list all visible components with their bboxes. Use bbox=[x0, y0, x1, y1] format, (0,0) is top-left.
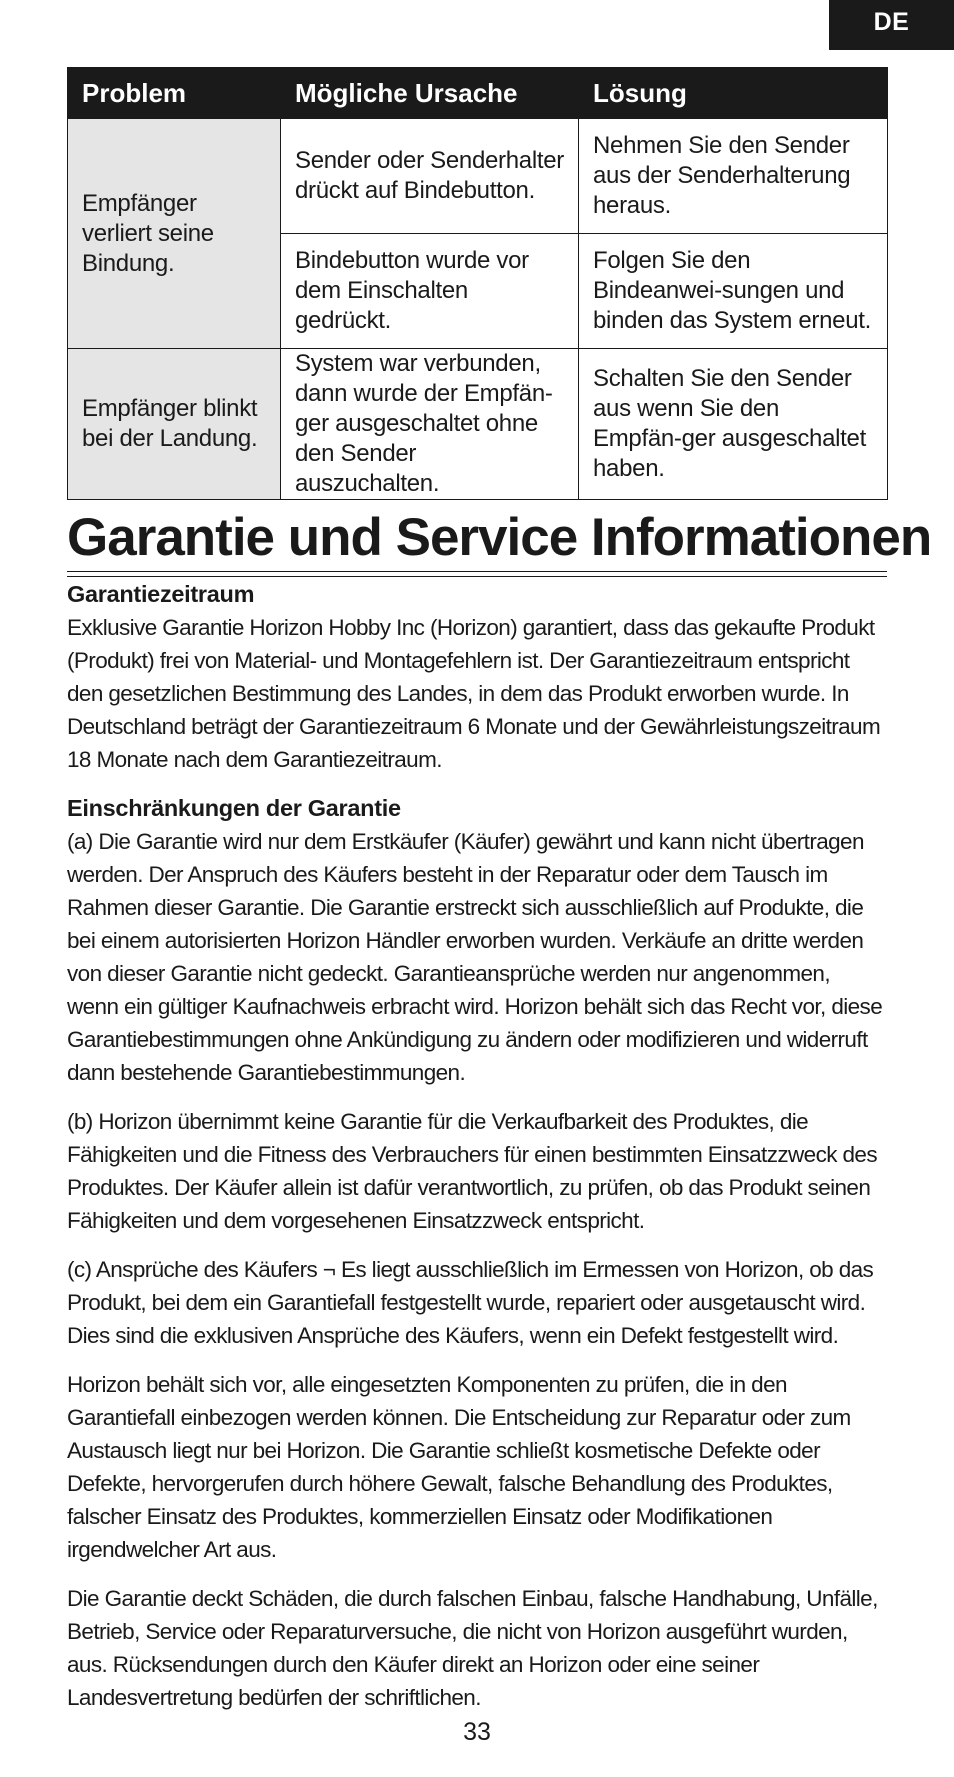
language-tab: DE bbox=[829, 0, 954, 50]
paragraph: Horizon behält sich vor, alle eingesetzten Komponenten zu prüfen, die in den Garantiefall einbezogen werden können. Die Entscheidung zur Reparatur oder zum Austausch liegt nur bei Horizon. Die Garantie schließt kosmetische Defekte oder Defekte, hervorgerufen durch höhere Gewalt, falsche Behandlung des Produktes, falscher Einsatz des Produktes, kommerziellen Einsatz oder Modifikationen irgendwelcher Art aus. bbox=[67, 1372, 851, 1562]
section-title: Garantie und Service Informationen bbox=[67, 508, 932, 567]
solution-cell: Nehmen Sie den Sender aus der Senderhalterung heraus. bbox=[579, 119, 888, 234]
problem-cell: Empfänger blinkt bei der Landung. bbox=[68, 349, 281, 500]
paragraph: (b) Horizon übernimmt keine Garantie für die Verkaufbarkeit des Produktes, die Fähigkeiten und die Fitness des Verbrauchers für einen bestimmten Einsatzzweck des Produktes. Der Käufer allein ist dafür verantwortlich, zu prüfen, ob das Produkt seinen Fähigkeiten und dem vorgesehenen Einsatzzweck entspricht. bbox=[67, 1109, 877, 1233]
troubleshooting-table bbox=[67, 67, 888, 500]
header-cause: Mögliche Ursache bbox=[281, 68, 579, 119]
paragraph: Die Garantie deckt Schäden, die durch falschen Einbau, falsche Handhabung, Unfälle, Betrieb, Service oder Reparaturversuche, die nicht von Horizon ausgeführt wurden, aus. Rücksendungen durch den Käufer direkt an Horizon oder eine seiner Landesvertretung bedürfen der schriftlichen. bbox=[67, 1586, 878, 1710]
subheading-warranty-limitations: Einschränkungen der Garantie bbox=[67, 795, 401, 821]
paragraph: Exklusive Garantie Horizon Hobby Inc (Horizon) garantiert, dass das gekaufte Produkt (Produkt) frei von Material- und Montagefehlern ist. Der Garantiezeitraum entspricht den gesetzlichen Bestimmung des Landes, in dem das Produkt erworben wurde. In Deutschland beträgt der Garantiezeitraum 6 Monate und der Gewährleistungszeitraum 18 Monate nach dem Garantiezeitraum. bbox=[67, 615, 881, 772]
heading-divider bbox=[67, 576, 887, 577]
paragraph: (c) Ansprüche des Käufers ¬ Es liegt ausschließlich im Ermessen von Horizon, ob das Produkt, bei dem ein Garantiefall festgestellt wurde, repariert oder ausgetauscht wird. Dies sind die exklusiven Ansprüche des Käufers, wenn ein Defekt festgestellt wird. bbox=[67, 1257, 874, 1348]
table-row bbox=[68, 349, 888, 500]
cause-cell: System war verbunden, dann wurde der Empfän-ger ausgeschaltet ohne den Sender auszuchalten. bbox=[281, 349, 579, 500]
solution-cell: Folgen Sie den Bindeanwei-sungen und binden das System erneut. bbox=[579, 234, 888, 349]
header-solution: Lösung bbox=[579, 68, 888, 119]
problem-cell: Empfänger verliert seine Bindung. bbox=[68, 119, 281, 349]
page-number: 33 bbox=[463, 1718, 491, 1746]
warranty-content bbox=[67, 578, 887, 1730]
table-row bbox=[68, 119, 888, 234]
subheading-warranty-period: Garantiezeitraum bbox=[67, 581, 255, 607]
cause-cell: Sender oder Senderhalter drückt auf Bindebutton. bbox=[281, 119, 579, 234]
cause-cell: Bindebutton wurde vor dem Einschalten gedrückt. bbox=[281, 234, 579, 349]
table-header-row bbox=[68, 68, 888, 119]
heading-divider bbox=[67, 571, 887, 572]
header-problem: Problem bbox=[68, 68, 281, 119]
solution-cell: Schalten Sie den Sender aus wenn Sie den Empfän-ger ausgeschaltet haben. bbox=[579, 349, 888, 500]
paragraph: (a) Die Garantie wird nur dem Erstkäufer (Käufer) gewährt und kann nicht übertragen werden. Der Anspruch des Käufers besteht in der Reparatur oder dem Tausch im Rahmen dieser Garantie. Die Garantie erstreckt sich ausschließlich auf Produkte, die bei einem autorisierten Horizon Händler erworben wurden. Verkäufe an dritte werden von dieser Garantie nicht gedeckt. Garantieansprüche werden nur angenommen, wenn ein gültiger Kaufnachweis erbracht wird. Horizon behält sich das Recht vor, diese Garantiebestimmungen ohne Ankündigung zu ändern oder modifizieren und widerruft dann bestehende Garantiebestimmungen. bbox=[67, 829, 883, 1085]
